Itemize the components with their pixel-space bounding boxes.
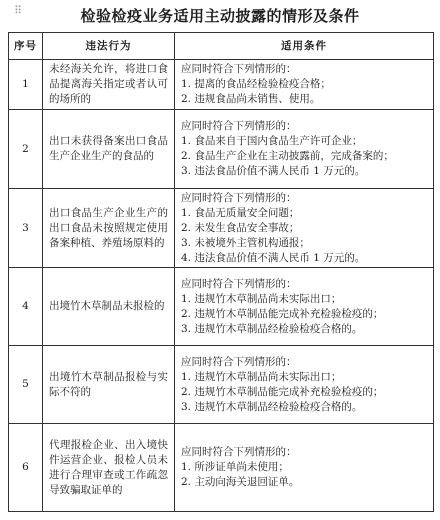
row-conditions: [175, 189, 434, 268]
conditions-table: [8, 32, 434, 512]
row-number: 4: [9, 268, 43, 346]
drag-handle-icon[interactable]: ⠿: [14, 4, 22, 17]
condition-line: 2. 食品生产企业在主动披露前，完成备案的；: [181, 150, 394, 162]
row-number: 1: [9, 60, 43, 110]
condition-line: 3. 违法食品价值不满人民币 1 万元的。: [181, 165, 366, 177]
table-row: [9, 424, 434, 512]
condition-line: 2. 违规食品尚未销售、使用。: [181, 93, 321, 105]
row-conditions: [175, 424, 434, 512]
condition-line: 应同时符合下列情形的：: [181, 446, 297, 458]
condition-line: 应同时符合下列情形的：: [181, 120, 297, 132]
condition-line: 应同时符合下列情形的：: [181, 277, 297, 290]
condition-line: 1. 提离的食品经检验检疫合格；: [181, 78, 331, 90]
header-number: 序号: [9, 33, 43, 60]
row-behavior: 出境竹木草制品报检与实际不符的: [43, 346, 175, 424]
row-behavior: 未经海关允许，将进口食品提离海关指定或者认可的场所的: [43, 60, 175, 110]
row-behavior: 出口未获得备案出口食品生产企业生产的食品的: [43, 110, 175, 189]
row-behavior: 出境竹木草制品未报检的: [43, 268, 175, 346]
row-conditions: [175, 268, 434, 346]
table-header-row: [9, 33, 434, 60]
row-conditions: [175, 110, 434, 189]
header-behavior: 违法行为: [43, 33, 175, 60]
condition-line: 2. 违规竹木草制品能完成补充检验检疫的；: [181, 307, 384, 320]
table-row: [9, 110, 434, 189]
condition-line: 3. 违规竹木草制品经检验检疫合格的。: [181, 400, 363, 413]
condition-line: 2. 违规竹木草制品能完成补充检验检疫的；: [181, 385, 384, 398]
condition-line: 应同时符合下列情形的：: [181, 63, 297, 75]
table-row: [9, 60, 434, 110]
condition-line: 应同时符合下列情形的：: [181, 191, 297, 204]
table-row: [9, 268, 434, 346]
row-behavior: 出口食品生产企业生产的出口食品未按照规定使用备案种植、养殖场原料的: [43, 189, 175, 268]
condition-line: 1. 违规竹木草制品尚未实际出口；: [181, 292, 342, 305]
row-number: 2: [9, 110, 43, 189]
condition-line: 应同时符合下列情形的：: [181, 355, 297, 368]
condition-line: 2. 未发生食品安全事故；: [181, 221, 300, 234]
condition-line: 4. 违法食品价值不满人民币 1 万元的。: [181, 251, 366, 264]
row-conditions: [175, 60, 434, 110]
row-number: 6: [9, 424, 43, 512]
condition-line: 1. 食品无质量安全问题；: [181, 206, 300, 219]
row-number: 5: [9, 346, 43, 424]
document-title: 检验检疫业务适用主动披露的情形及条件: [80, 7, 360, 25]
table-row: [9, 189, 434, 268]
row-behavior: 代理报检企业、出入境快件运营企业、报检人员未进行合理审查或工作疏忽导致骗取证单的: [43, 424, 175, 512]
condition-line: 1. 食品来自于国内食品生产许可企业；: [181, 135, 363, 147]
row-conditions: [175, 346, 434, 424]
condition-line: 3. 未被境外主管机构通报；: [181, 236, 310, 249]
table-row: [9, 346, 434, 424]
condition-line: 2. 主动向海关退回证单。: [181, 476, 300, 488]
condition-line: 1. 违规竹木草制品尚未实际出口；: [181, 370, 342, 383]
condition-line: 3. 违规竹木草制品经检验检疫合格的。: [181, 322, 363, 335]
header-conditions: 适用条件: [175, 33, 434, 60]
row-number: 3: [9, 189, 43, 268]
condition-line: 1. 所涉证单尚未使用；: [181, 461, 289, 473]
